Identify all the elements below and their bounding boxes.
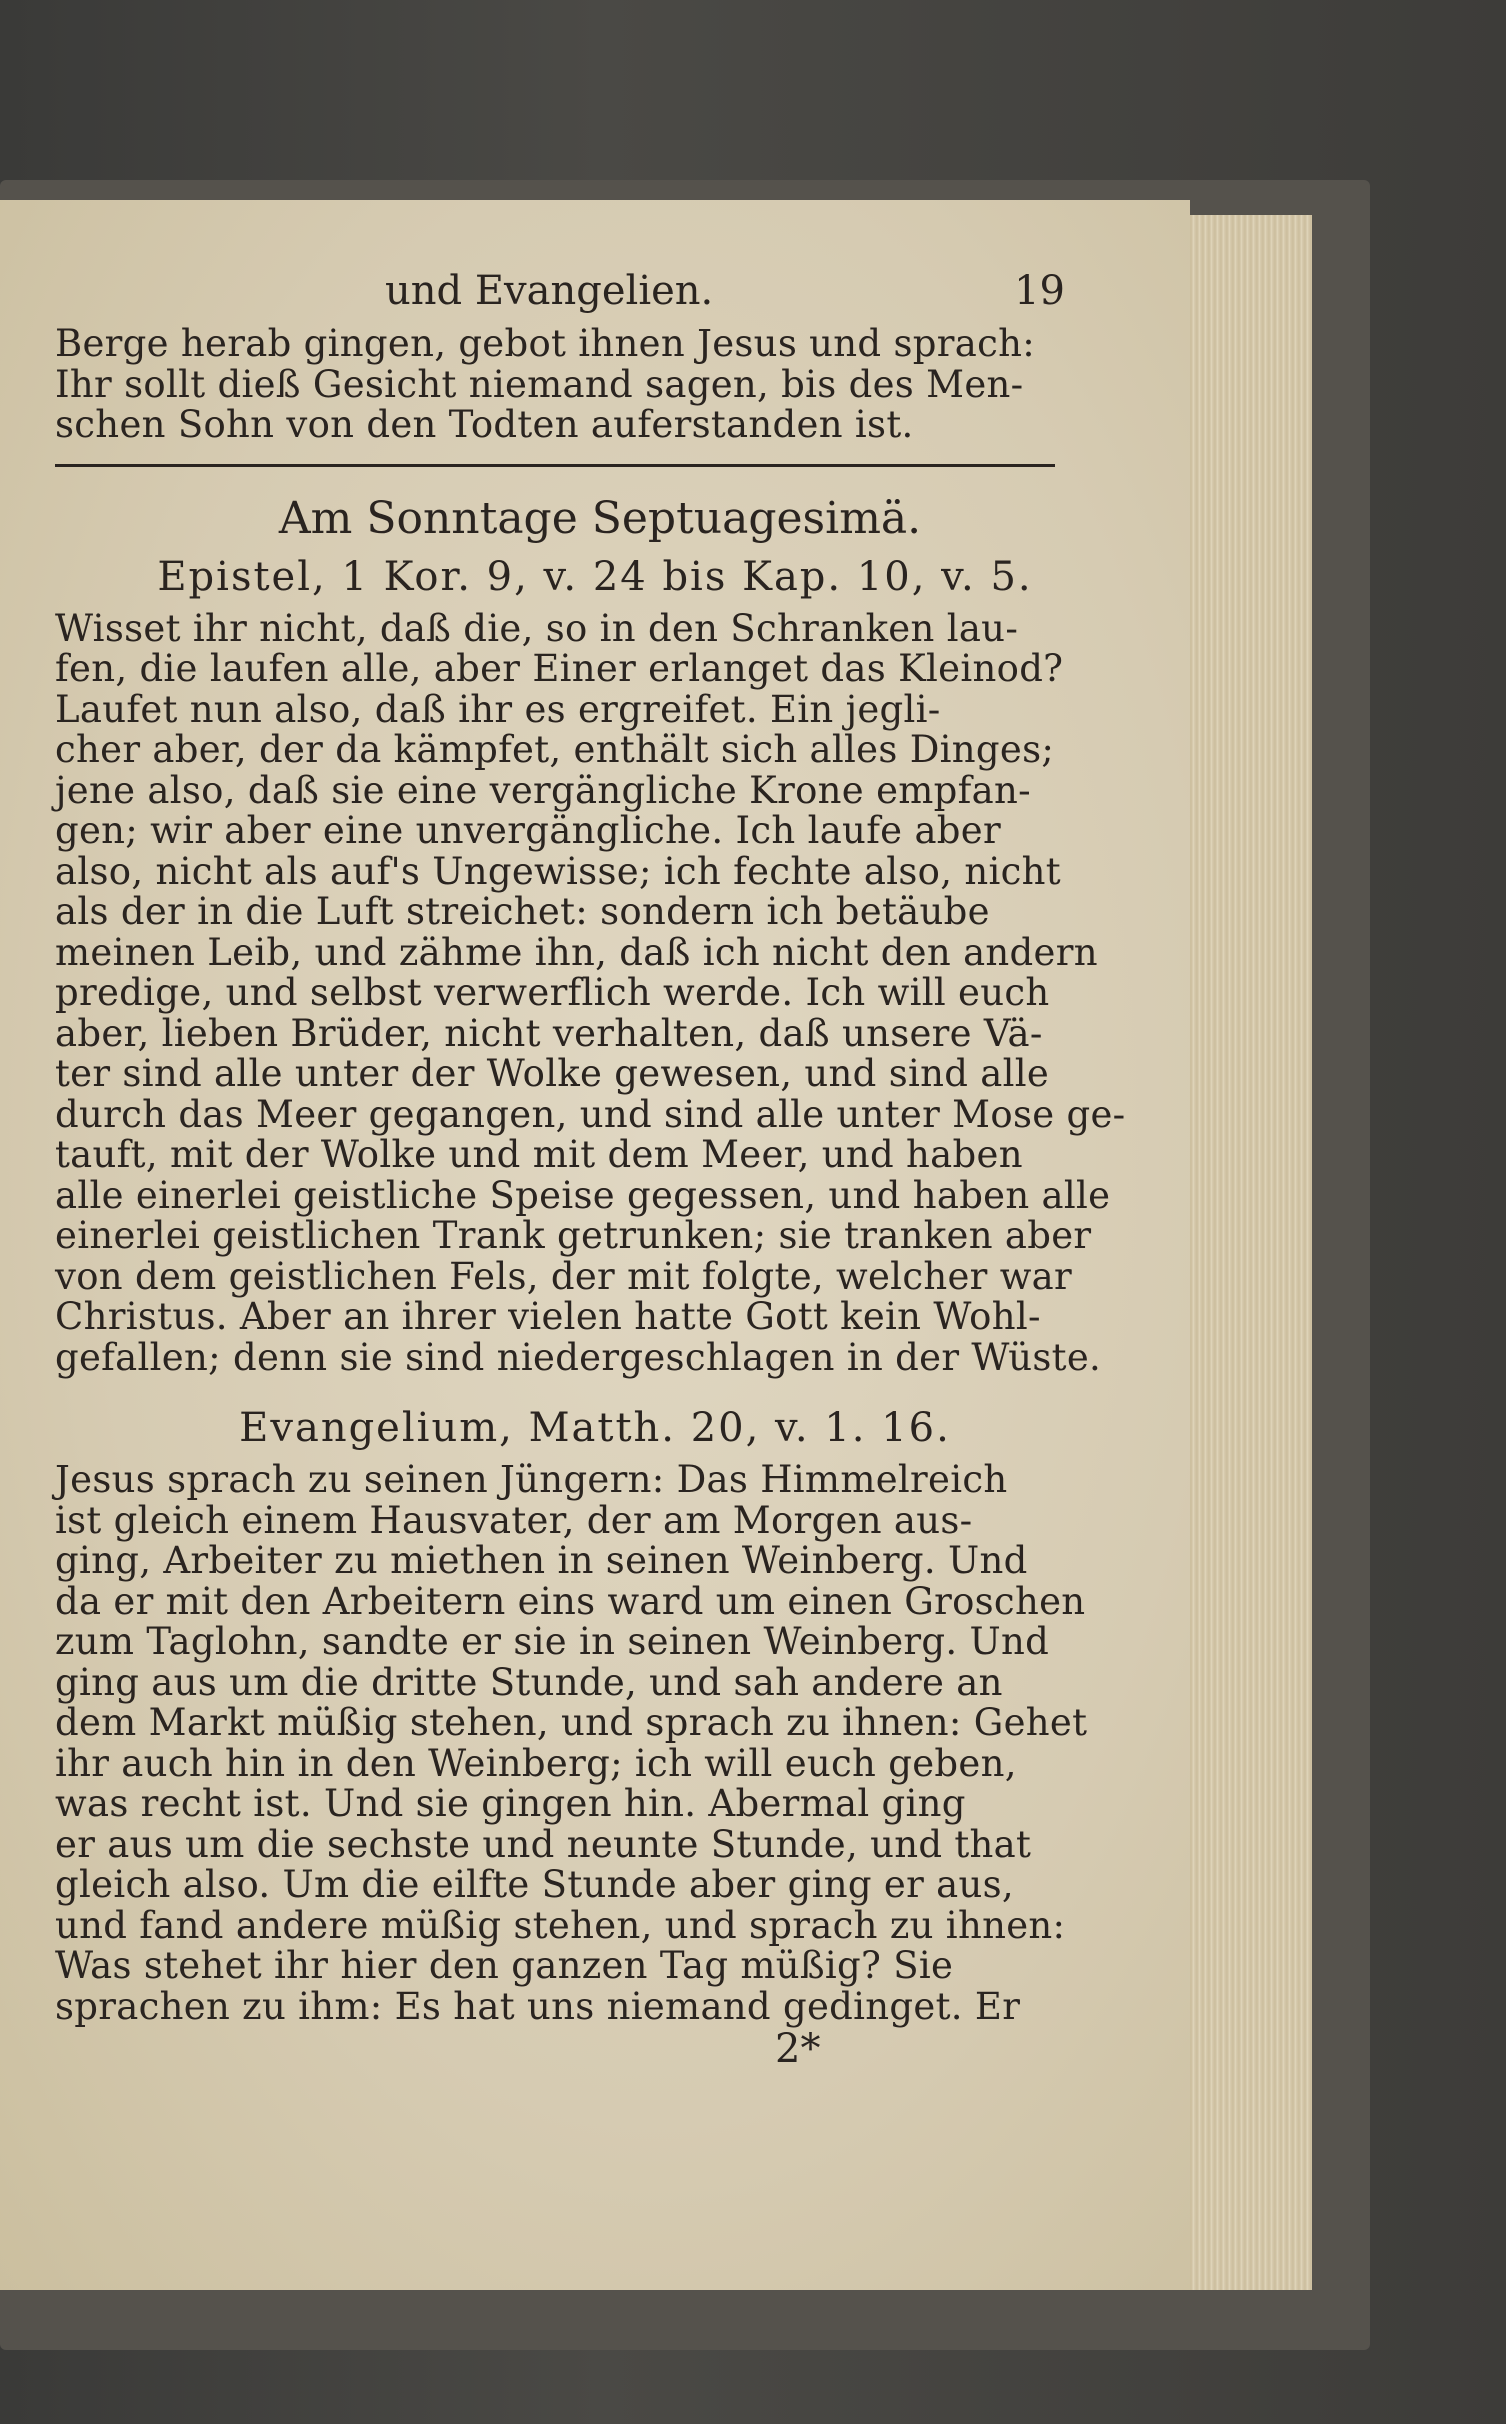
spacer	[55, 1378, 1055, 1400]
epistle-text	[55, 606, 1126, 1379]
epistle-heading: Epistel, 1 Kor. 9, v. 24 bis Kap. 10, v. 5.	[157, 553, 1033, 600]
section-title: Am Sonntage Septuagesimä.	[278, 492, 922, 544]
text-line: da er mit den Arbeitern eins ward um einen Groschen	[55, 1579, 1086, 1623]
text-line: ist gleich einem Hausvater, der am Morgen aus-	[55, 1498, 973, 1542]
page-content	[55, 250, 1126, 2072]
page-edges	[1180, 215, 1312, 2290]
text-line: cher aber, der da kämpfet, enthält sich alles Dinges;	[55, 728, 1055, 771]
text-line: ging aus um die dritte Stunde, und sah andere an	[55, 1660, 1003, 1704]
text-line: gefallen; denn sie sind niedergeschlagen in der Wüste.	[55, 1335, 1102, 1379]
text-line: gen; wir aber eine unvergängliche. Ich laufe aber	[55, 809, 1001, 852]
text-line: meinen Leib, und zähme ihn, daß ich nicht den andern	[55, 930, 1098, 974]
text-line: einerlei geistlichen Trank getrunken; sie tranken aber	[55, 1214, 1092, 1257]
running-head	[55, 250, 1065, 320]
text-line: ihr auch hin in den Weinberg; ich will euch geben,	[55, 1741, 1017, 1785]
section-divider	[55, 464, 1055, 467]
text-line: predige, und selbst verwerflich werde. Ich will euch	[55, 971, 1050, 1014]
intro-text	[55, 324, 1055, 446]
text-line: Laufet nun also, daß ihr es ergreifet. Ein jegli-	[55, 687, 941, 731]
text-line: Berge herab gingen, gebot ihnen Jesus und sprach:	[55, 322, 1036, 365]
gospel-text	[55, 1458, 1088, 2028]
text-line: Christus. Aber an ihrer vielen hatte Gott kein Wohl-	[55, 1295, 1041, 1338]
text-line: als der in die Luft streichet: sondern ich betäube	[55, 890, 990, 933]
text-line: fen, die laufen alle, aber Einer erlanget das Kleinod?	[55, 647, 1064, 690]
text-line: alle einerlei geistliche Speise gegessen, und haben alle	[55, 1173, 1111, 1217]
text-line: ging, Arbeiter zu miethen in seinen Weinberg. Und	[55, 1539, 1028, 1582]
text-line: tauft, mit der Wolke und mit dem Meer, und haben	[55, 1133, 1023, 1176]
text-line: von dem geistlichen Fels, der mit folgte, welcher war	[55, 1254, 1073, 1298]
text-line: er aus um die sechste und neunte Stunde, und that	[55, 1822, 1032, 1866]
text-line: durch das Meer gegangen, und sind alle unter Mose ge-	[55, 1092, 1126, 1136]
text-line: dem Markt müßig stehen, und sprach zu ihnen: Gehet	[55, 1701, 1088, 1744]
text-line: Wisset ihr nicht, daß die, so in den Schranken lau-	[55, 606, 1019, 650]
text-line: Was stehet ihr hier den ganzen Tag müßig? Sie	[55, 1944, 954, 1987]
text-line: sprachen zu ihm: Es hat uns niemand gedinget. Er	[55, 1984, 1021, 2028]
text-line: also, nicht als auf's Ungewisse; ich fechte also, nicht	[55, 849, 1061, 893]
text-line: zum Taglohn, sandte er sie in seinen Weinberg. Und	[55, 1620, 1050, 1663]
text-line: ter sind alle unter der Wolke gewesen, und sind alle	[55, 1052, 1050, 1095]
gospel-heading: Evangelium, Matth. 20, v. 1. 16.	[239, 1405, 951, 1451]
text-line: was recht ist. Und sie gingen hin. Abermal ging	[55, 1782, 966, 1825]
signature-mark: 2*	[775, 2026, 821, 2072]
page-number: 19	[1014, 268, 1065, 314]
running-title: und Evangelien.	[385, 268, 714, 314]
text-line: gleich also. Um die eilfte Stunde aber ging er aus,	[55, 1863, 1014, 1906]
text-line: jene also, daß sie eine vergängliche Krone empfan-	[55, 768, 1031, 812]
text-line: aber, lieben Brüder, nicht verhalten, daß unsere Vä-	[55, 1011, 1043, 1055]
text-line: Ihr sollt dieß Gesicht niemand sagen, bis des Men-	[55, 362, 1024, 406]
text-line: und fand andere müßig stehen, und sprach zu ihnen:	[55, 1903, 1066, 1947]
text-line: schen Sohn von den Todten auferstanden ist.	[55, 403, 914, 446]
text-line: Jesus sprach zu seinen Jüngern: Das Himmelreich	[55, 1458, 1008, 1501]
